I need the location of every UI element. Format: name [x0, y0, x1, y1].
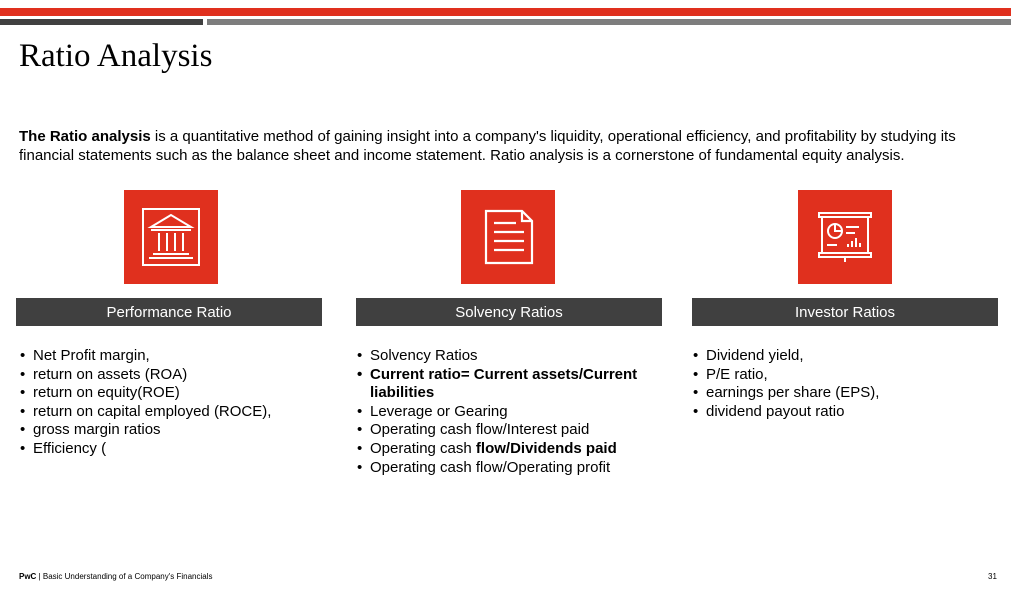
document-icon — [461, 190, 555, 284]
top-accent-bar — [0, 8, 1011, 16]
list-item: • Efficiency ( — [19, 440, 319, 459]
list-item: • Operating cash flow/Operating profit — [356, 459, 656, 478]
list-item — [356, 440, 656, 459]
footer — [19, 572, 212, 581]
top-grey-bar — [207, 19, 1011, 25]
investor-ratios-header: Investor Ratios — [692, 298, 998, 326]
intro-text: is a quantitative method of gaining insight into a company's liquidity, operational efficiency, and profitability by studying its financial statements such as the balance sheet and income statement. Ratio analysis is a cornerstone of fundamental equity analysis. — [19, 128, 956, 164]
bank-icon — [124, 190, 218, 284]
investor-ratios-list — [692, 347, 992, 421]
list-item: • Leverage or Gearing — [356, 403, 656, 422]
slide-title: Ratio Analysis — [19, 38, 213, 74]
presentation-chart-icon — [798, 190, 892, 284]
list-item-bold-text: flow/Dividends paid — [475, 439, 617, 457]
list-item: • Dividend yield, — [692, 347, 992, 366]
footer-brand: PwC — [19, 572, 37, 581]
page-number: 31 — [988, 572, 997, 581]
list-item-text: Operating cash — [370, 439, 476, 457]
performance-ratio-header: Performance Ratio — [16, 298, 322, 326]
list-item: • return on capital employed (ROCE), — [19, 403, 319, 422]
list-item: • Net Profit margin, — [19, 347, 319, 366]
solvency-ratios-header: Solvency Ratios — [356, 298, 662, 326]
intro-paragraph — [19, 127, 994, 165]
list-item: • Solvency Ratios — [356, 347, 656, 366]
list-item: • dividend payout ratio — [692, 403, 992, 422]
list-item: • return on equity(ROE) — [19, 384, 319, 403]
footer-text: | Basic Understanding of a Company's Financials — [36, 572, 213, 581]
list-item: • gross margin ratios — [19, 421, 319, 440]
list-item: • earnings per share (EPS), — [692, 384, 992, 403]
list-item: • Operating cash flow/Interest paid — [356, 421, 656, 440]
performance-ratio-list — [19, 347, 319, 459]
list-item: • return on assets (ROA) — [19, 366, 319, 385]
solvency-ratios-list — [356, 347, 656, 477]
list-item: • P/E ratio, — [692, 366, 992, 385]
top-dark-bar — [0, 19, 203, 25]
list-item: • Current ratio= Current assets/Current liabilities — [356, 366, 656, 403]
intro-bold: The Ratio analysis — [19, 128, 151, 145]
